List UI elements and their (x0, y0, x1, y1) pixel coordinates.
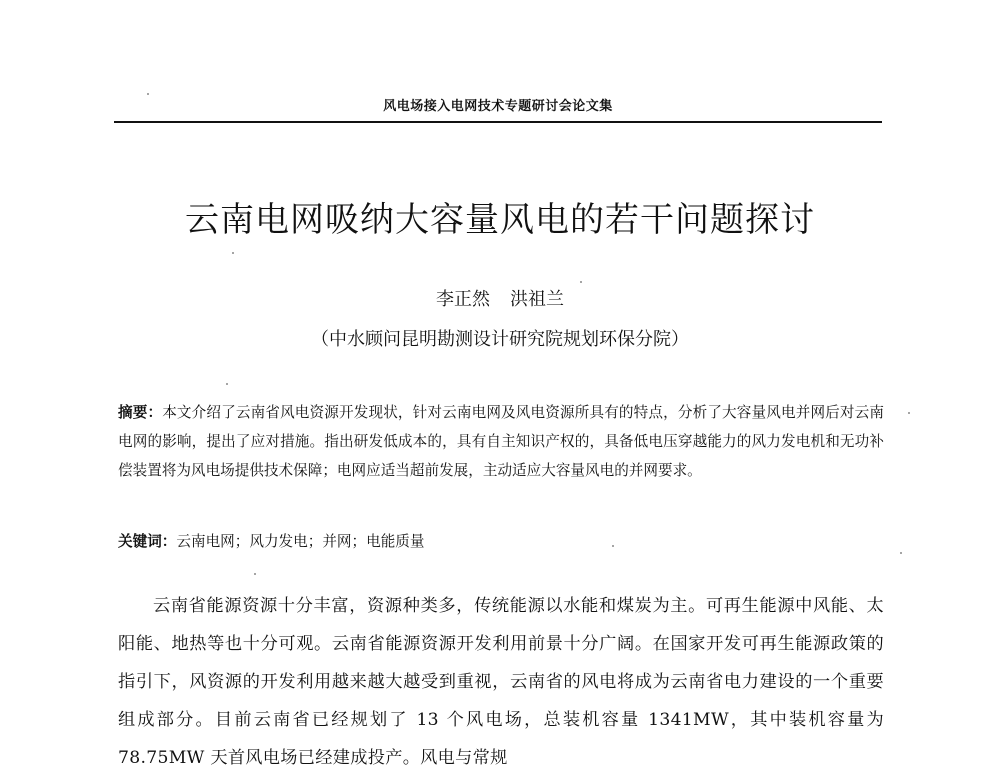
authors (60, 287, 940, 313)
author-2: 洪祖兰 (510, 289, 564, 310)
scan-speck (254, 573, 256, 575)
abstract-text: 本文介绍了云南省风电资源开发现状，针对云南电网及风电资源所具有的特点，分析了大容量风电并网后对云南电网的影响，提出了应对措施。指出研发低成本的，具有自主知识产权的，具备低电压穿越能力的风力发电机和无功补偿装置将为风电场提供技术保障；电网应适当超前发展，主动适应大容量风电的并网要求。 (118, 404, 884, 479)
keywords (118, 529, 884, 555)
affiliation: （中水顾问昆明勘测设计研究院规划环保分院） (311, 329, 689, 350)
abstract (118, 398, 884, 485)
body-paragraph: 云南省能源资源十分丰富，资源种类多，传统能源以水能和煤炭为主。可再生能源中风能、太阳能、地热等也十分可观。云南省能源资源开发利用前景十分广阔。在国家开发可再生能源政策的指引下，风资源的开发利用越来越大越受到重视，云南省的风电将成为云南省电力建设的一个重要组成部分。目前云南省已经规划了 13 个风电场，总装机容量 1341MW，其中装机容量为 78.75MW 天首风电场已经建成投产。风电与常规 (118, 596, 884, 768)
scan-speck (147, 93, 149, 95)
scan-speck (580, 281, 582, 283)
keywords-label: 关键词： (118, 533, 177, 550)
scan-speck (226, 383, 228, 385)
header-rule (114, 121, 882, 123)
scan-speck (900, 552, 902, 554)
running-header: 风电场接入电网技术专题研讨会论文集 (383, 99, 613, 114)
author-1: 李正然 (436, 289, 490, 310)
scan-speck (612, 545, 614, 547)
scan-speck (908, 412, 910, 414)
scan-speck (232, 252, 234, 254)
paper-title: 云南电网吸纳大容量风电的若干问题探讨 (185, 200, 815, 240)
keywords-text: 云南电网；风力发电；并网；电能质量 (176, 533, 425, 550)
abstract-label: 摘要： (118, 404, 163, 421)
